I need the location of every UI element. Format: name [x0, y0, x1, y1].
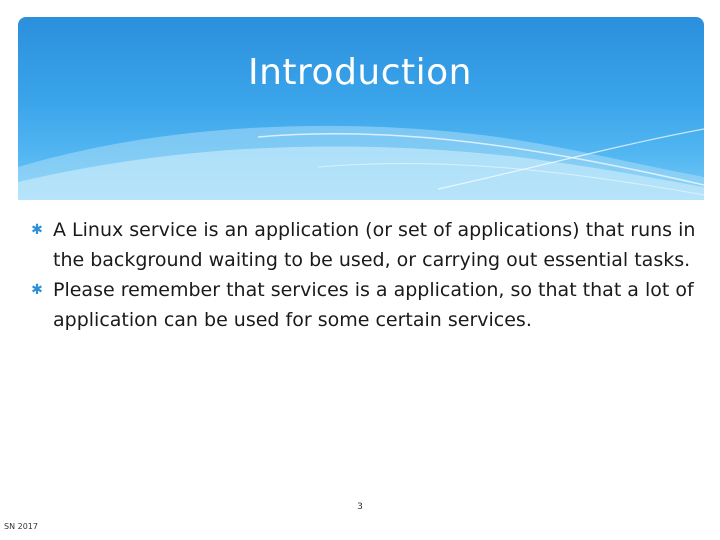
slide-title: Introduction: [247, 52, 472, 93]
asterisk-bullet-icon: ✱: [31, 282, 43, 298]
footer-text: SN 2017: [4, 522, 38, 531]
asterisk-bullet-icon: ✱: [31, 222, 43, 238]
title-banner: [18, 17, 704, 200]
bullet-text: A Linux service is an application (or set of applications) that runs in the background waiting to be used, or carrying out essential tasks.: [53, 219, 696, 271]
bullet-list: [28, 215, 698, 335]
bullet-item: [28, 215, 698, 275]
page-number: 3: [357, 502, 363, 512]
banner-wave-decoration: [18, 17, 704, 200]
bullet-text: Please remember that services is a application, so that that a lot of application can be used for some certain services.: [53, 279, 694, 331]
bullet-item: [28, 275, 698, 335]
